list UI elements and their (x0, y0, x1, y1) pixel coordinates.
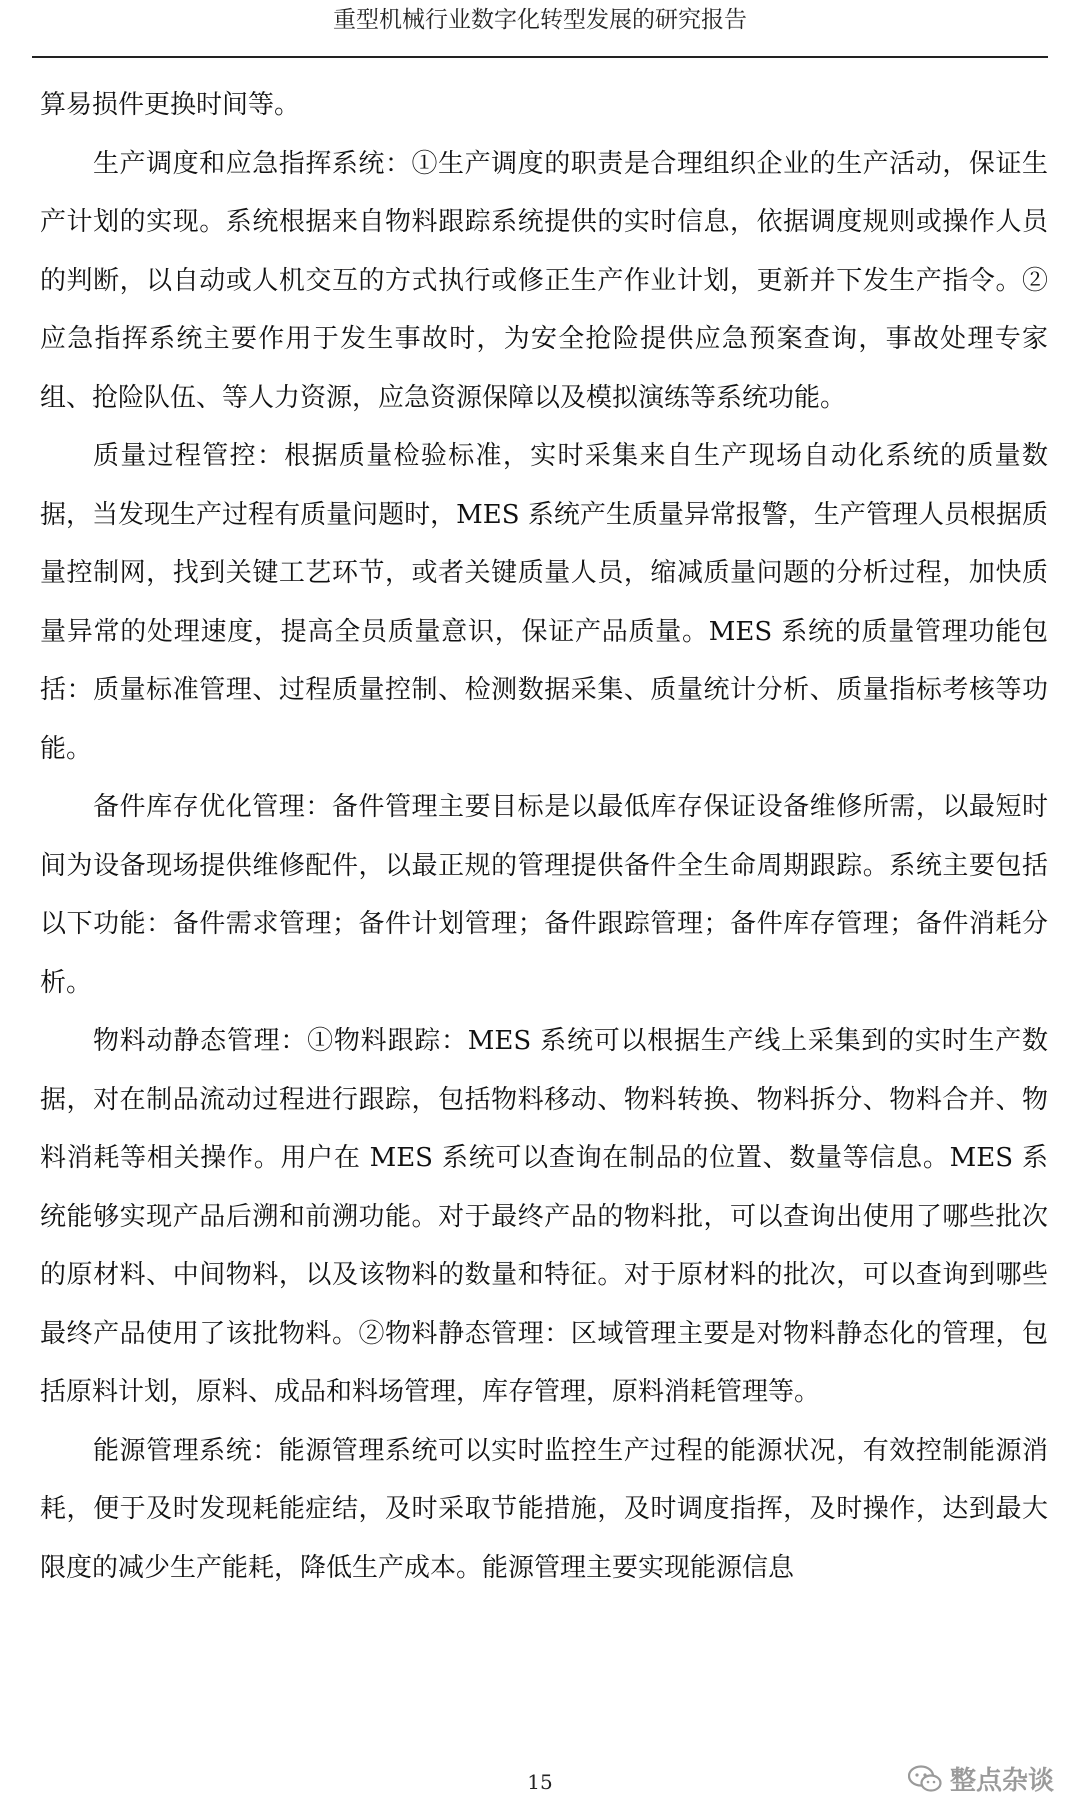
watermark-text: 整点杂谈 (949, 1766, 1054, 1796)
page-header (32, 0, 1048, 58)
header-title: 重型机械行业数字化转型发展的研究报告 (333, 7, 747, 33)
paragraph: 生产调度和应急指挥系统：①生产调度的职责是合理组织企业的生产活动，保证生产计划的实现。系统根据来自物料跟踪系统提供的实时信息，依据调度规则或操作人员的判断，以自动或人机交互的方式执行或修正生产作业计划，更新并下发生产指令。②应急指挥系统主要作用于发生事故时，为安全抢险提供应急预案查询，事故处理专家组、抢险队伍、等人力资源，应急资源保障以及模拟演练等系统功能。 (40, 148, 1048, 413)
watermark (908, 1760, 1054, 1797)
page-number: 15 (527, 1770, 553, 1794)
paragraph: 质量过程管控：根据质量检验标准，实时采集来自生产现场自动化系统的质量数据，当发现生产过程有质量问题时，MES 系统产生质量异常报警，生产管理人员根据质量控制网，找到关键工艺环节，或者关键质量人员，缩减质量问题的分析过程，加快质量异常的处理速度，提高全员质量意识，保证产品质量。MES 系统的质量管理功能包括：质量标准管理、过程质量控制、检测数据采集、质量统计分析、质量指标考核等功能。 (40, 441, 1048, 764)
paragraph: 算易损件更换时间等。 (40, 90, 301, 120)
paragraph: 能源管理系统：能源管理系统可以实时监控生产过程的能源状况，有效控制能源消耗，便于及时发现耗能症结，及时采取节能措施，及时调度指挥，及时操作，达到最大限度的减少生产能耗，降低生产成本。能源管理主要实现能源信息 (40, 1435, 1048, 1583)
document-body (40, 76, 1048, 1597)
paragraph: 物料动静态管理：①物料跟踪：MES 系统可以根据生产线上采集到的实时生产数据，对在制品流动过程进行跟踪，包括物料移动、物料转换、物料拆分、物料合并、物料消耗等相关操作。用户在 MES 系统可以查询在制品的位置、数量等信息。MES 系统能够实现产品后溯和前溯功能。对于最终产品的物料批，可以查询出使用了哪些批次的原材料、中间物料，以及该物料的数量和特征。对于原材料的批次，可以查询到哪些最终产品使用了该批物料。②物料静态管理：区域管理主要是对物料静态化的管理，包括原料计划，原料、成品和料场管理，库存管理，原料消耗管理等。 (40, 1026, 1048, 1407)
wechat-icon (908, 1765, 942, 1793)
paragraph: 备件库存优化管理：备件管理主要目标是以最低库存保证设备维修所需，以最短时间为设备现场提供维修配件，以最正规的管理提供备件全生命周期跟踪。系统主要包括以下功能：备件需求管理；备件计划管理；备件跟踪管理；备件库存管理；备件消耗分析。 (40, 792, 1048, 998)
